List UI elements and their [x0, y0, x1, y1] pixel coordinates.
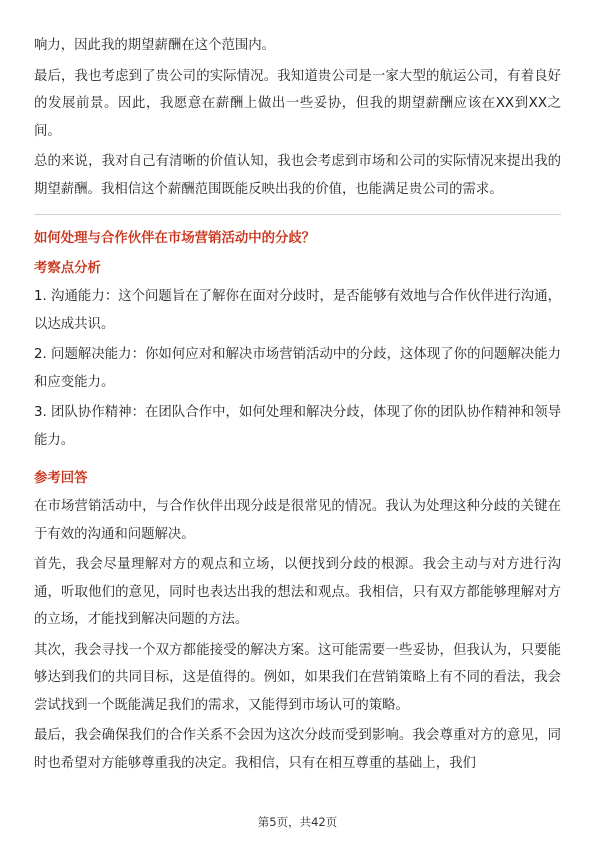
- paragraph: 总的来说，我对自己有清晰的价值认知，我也会考虑到市场和公司的实际情况来提出我的期望薪酬。我相信这个薪酬范围既能反映出我的价值，也能满足贵公司的需求。: [34, 154, 561, 197]
- answer-paragraph: 在市场营销活动中，与合作伙伴出现分歧是很常见的情况。我认为处理这种分歧的关键在于有效的沟通和问题解决。: [34, 499, 561, 542]
- page-number: 第5页，共42页: [257, 815, 338, 829]
- analysis-heading: 考察点分析: [34, 261, 101, 276]
- page-content: [34, 32, 561, 780]
- paragraph: 最后，我也考虑到了贵公司的实际情况。我知道贵公司是一家大型的航运公司，有着良好的发展前景。因此，我愿意在薪酬上做出一些妥协，但我的期望薪酬应该在XX到XX之间。: [34, 68, 561, 139]
- answer-paragraph: 其次，我会寻找一个双方都能接受的解决方案。这可能需要一些妥协，但我认为，只要能够达到我们的共同目标，这是值得的。例如，如果我们在营销策略上有不同的看法，我会尝试找到一个既能满足我们的需求，又能得到市场认可的策略。: [34, 642, 561, 713]
- question-heading: 如何处理与合作伙伴在市场营销活动中的分歧？: [34, 231, 316, 246]
- analysis-item: 1. 沟通能力：这个问题旨在了解你在面对分歧时，是否能够有效地与合作伙伴进行沟通，以达成共识。: [34, 289, 561, 332]
- analysis-item: 2. 问题解决能力：你如何应对和解决市场营销活动中的分歧，这体现了你的问题解决能力和应变能力。: [34, 347, 561, 390]
- paragraph: 响力，因此我的期望薪酬在这个范围内。: [34, 38, 276, 53]
- section-divider: [34, 214, 561, 215]
- spacer: [34, 457, 561, 465]
- answer-paragraph: 最后，我会确保我们的合作关系不会因为这次分歧而受到影响。我会尊重对方的意见，同时也希望对方能够尊重我的决定。我相信，只有在相互尊重的基础上，我们: [34, 728, 561, 771]
- analysis-item: 3. 团队协作精神：在团队合作中，如何处理和解决分歧，体现了你的团队协作精神和领导能力。: [34, 405, 561, 448]
- answer-paragraph: 首先，我会尽量理解对方的观点和立场，以便找到分歧的根源。我会主动与对方进行沟通，听取他们的意见，同时也表达出我的想法和观点。我相信，只有双方都能够理解对方的立场，才能找到解决问题的方法。: [34, 557, 561, 627]
- answer-heading: 参考回答: [34, 471, 88, 486]
